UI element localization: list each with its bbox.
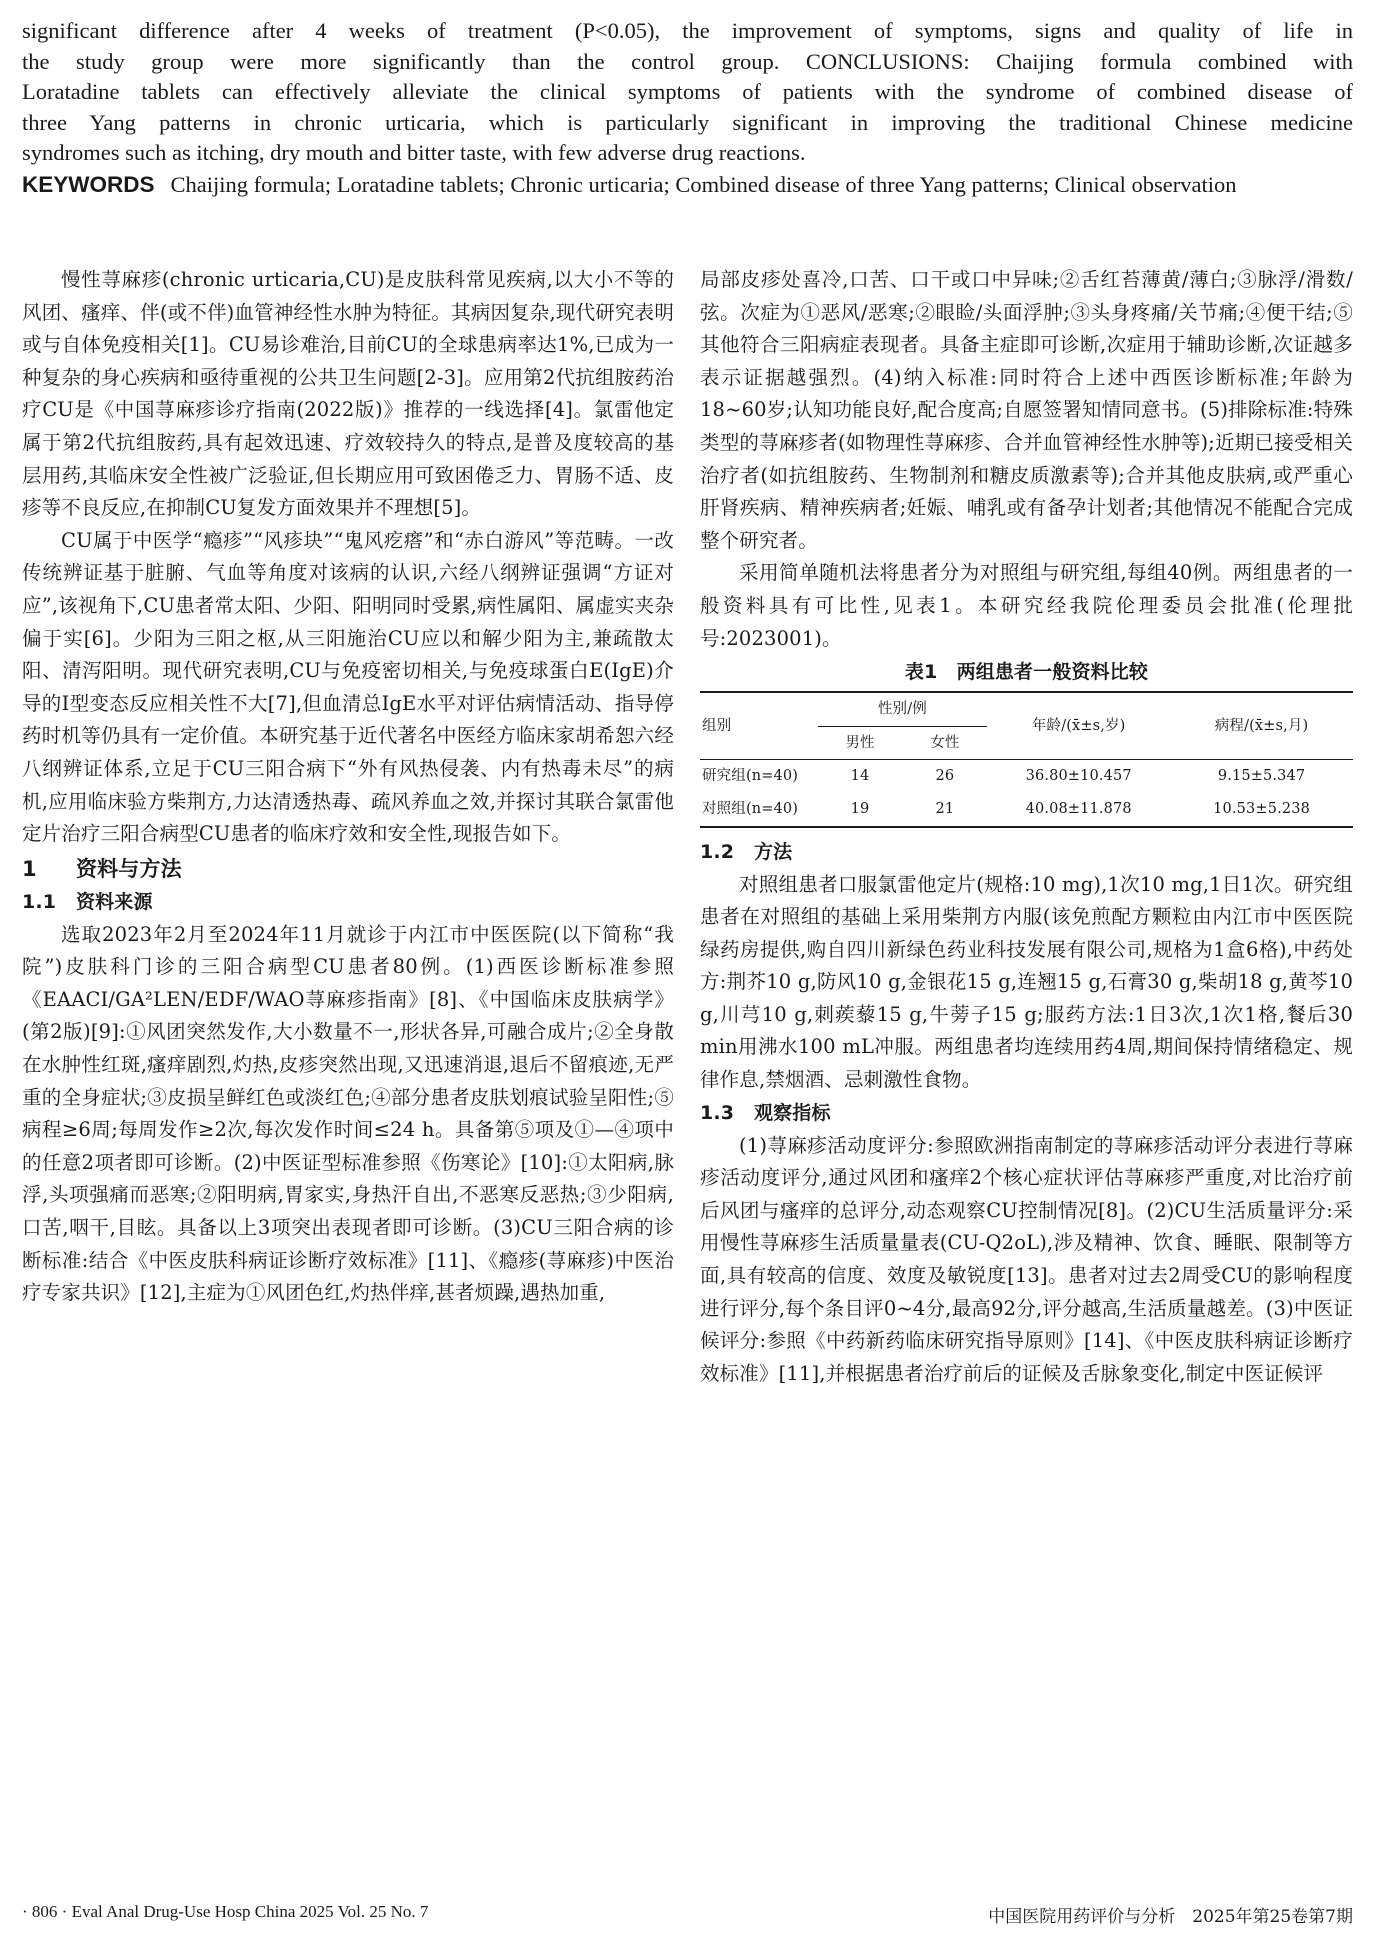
section-1-heading [22,853,674,886]
right-column [700,264,1353,1390]
section-1-1-title: 资料来源 [76,890,153,913]
row-female: 21 [902,793,987,827]
header-group: 组别 [700,692,818,760]
section-1-3-title: 观察指标 [754,1101,831,1124]
table-header-row [700,692,1353,726]
section-1-2-heading [700,836,1353,869]
header-course: 病程/(x̄±s,月) [1170,692,1353,760]
abstract-line: syndromes such as itching, dry mouth and bitter taste, with few adverse drug reactions. [22,140,806,165]
header-male: 男性 [818,726,903,760]
section-1-2-number: 1.2 [700,840,735,863]
header-age: 年龄/(x̄±s,岁) [987,692,1170,760]
criteria-continued-paragraph: 局部皮疹处喜冷,口苦、口干或口中异味;②舌红苔薄黄/薄白;③脉浮/滑数/弦。次症为①恶风/恶寒;②眼睑/头面浮肿;③头身疼痛/关节痛;④便干结;⑤其他符合三阳病症表现者。具备主症即可诊断,次症用于辅助诊断,次证越多表示证据越强烈。(4)纳入标准:同时符合上述中西医诊断标准;年龄为18~60岁;认知功能良好,配合度高;自愿签署知情同意书。(5)排除标准:特殊类型的荨麻疹者(如物理性荨麻疹、合并血管神经性水肿等);近期已接受相关治疗者(如抗组胺药、生物制剂和糖皮质激素等);合并其他皮肤病,或严重心肝肾疾病、精神疾病者;妊娠、哺乳或有备孕计划者;其他情况不能配合完成整个研究者。 [700,268,1353,552]
table-caption: 表1 两组患者一般资料比较 [904,661,1149,684]
footer-right: 中国医院用药评价与分析 2025年第25卷第7期 [988,1907,1353,1927]
footer-left: · 806 · Eval Anal Drug-Use Hosp China 2025 Vol. 25 No. 7 [22,1902,429,1921]
abstract-line: the study group were more significantly than the control group. CONCLUSIONS: Chaijing formula combined with [22,48,1353,74]
intro-paragraph-2: CU属于中医学“瘾疹”“风疹块”“鬼风疙瘩”和“赤白游风”等范畴。一改传统辨证基于脏腑、气血等角度对该病的认识,六经八纲辨证强调“方证对应”,该视角下,CU患者常太阳、少阳、阳明同时受累,病性属阳、属虚实夹杂偏于实[6]。少阳为三阳之枢,从三阳施治CU应以和解少阳为主,兼疏散太阳、清泻阳明。现代研究表明,CU与免疫密切相关,与免疫球蛋白E(IgE)介导的Ⅰ型变态反应相关性不大[7],但血清总IgE水平对评估病情活动、指导停药时机等仍具有一定价值。本研究基于近代著名中医经方临床家胡希恕六经八纲辨证体系,立足于CU三阳合病下“外有风热侵袭、内有热毒未尽”的病机,应用临床验方柴荆方,力达清透热毒、疏风养血之效,并探讨其联合氯雷他定片治疗三阳合病型CU患者的临床疗效和安全性,现报告如下。 [22,528,674,846]
header-sex: 性别/例 [818,692,988,726]
row-male: 19 [818,793,903,827]
table-1 [700,657,1353,827]
left-column [22,264,674,1310]
header-female: 女性 [902,726,987,760]
section-1-3-number: 1.3 [700,1101,735,1124]
table-row [700,793,1353,827]
row-course: 9.15±5.347 [1217,768,1306,785]
section-1-3-heading [700,1097,1353,1130]
observation-paragraph: (1)荨麻疹活动度评分:参照欧洲指南制定的荨麻疹活动评分表进行荨麻疹活动度评分,通过风团和瘙痒2个核心症状评估荨麻疹严重度,对比治疗前后风团与瘙痒的总评分,动态观察CU控制情况[8]。(2)CU生活质量评分:采用慢性荨麻疹生活质量量表(CU-Q2oL),涉及精神、饮食、睡眠、限制等方面,具有较高的信度、效度及敏锐度[13]。患者对过去2周受CU的影响程度进行评分,每个条目评0~4分,最高92分,评分越高,生活质量越差。(3)中医证候评分:参照《中药新药临床研究指导原则》[14]、《中医皮肤科病证诊断疗效标准》[11],并根据患者治疗前后的证候及舌脉象变化,制定中医证候评 [700,1133,1353,1385]
abstract-line: three Yang patterns in chronic urticaria, which is particularly significant in improving the traditional Chinese medicine [22,109,1353,135]
general-data-table [700,691,1353,827]
row-group: 研究组(n=40) [702,768,799,785]
randomization-paragraph: 采用简单随机法将患者分为对照组与研究组,每组40例。两组患者的一般资料具有可比性,见表1。本研究经我院伦理委员会批准(伦理批号:2023001)。 [700,561,1353,650]
section-1-title: 资料与方法 [76,856,182,881]
abstract-line: significant difference after 4 weeks of treatment (P<0.05), the improvement of symptoms, signs and quality of life in [22,18,1353,43]
intro-paragraph-1: 慢性荨麻疹(chronic urticaria,CU)是皮肤科常见疾病,以大小不等的风团、瘙痒、伴(或不伴)血管神经性水肿为特征。其病因复杂,现代研究表明或与自体免疫相关[1]。CU易诊难治,目前CU的全球患病率达1%,已成为一种复杂的身心疾病和亟待重视的公共卫生问题[2-3]。应用第2代抗组胺药治疗CU是《中国荨麻疹诊疗指南(2022版)》推荐的一线选择[4]。氯雷他定属于第2代抗组胺药,具有起效迅速、疗效较持久的特点,是普及度较高的基层用药,其临床安全性被广泛验证,但长期应用可致困倦乏力、胃肠不适、皮疹等不良反应,在抑制CU复发方面效果并不理想[5]。 [22,268,674,520]
section-1-1-number: 1.1 [22,890,57,913]
keywords-label: KEYWORDS [22,171,155,197]
row-course: 10.53±5.238 [1170,793,1353,827]
section-1-1-heading [22,886,674,919]
method-paragraph: 对照组患者口服氯雷他定片(规格:10 mg),1次10 mg,1日1次。研究组患者在对照组的基础上采用柴荆方内服(该免煎配方颗粒由内江市中医医院绿药房提供,购自四川新绿色药业科技发展有限公司,规格为1盒6格),中药处方:荆芥10 g,防风10 g,金银花15 g,连翘15 g,石膏30 g,柴胡18 g,黄芩10 g,川芎10 g,刺蒺藜15 g,牛蒡子15 g;服药方法:1日3次,1次1格,餐后30 min用沸水100 mL冲服。两组患者均连续用药4周,期间保持情绪稳定、规律作息,禁烟酒、忌刺激性食物。 [700,872,1353,1092]
section-1-number: 1 [22,856,37,881]
source-paragraph: 选取2023年2月至2024年11月就诊于内江市中医医院(以下简称“我院”)皮肤科门诊的三阳合病型CU患者80例。(1)西医诊断标准参照《EAACI/GA²LEN/EDF/WAO荨麻疹指南》[8]、《中国临床皮肤病学》(第2版)[9]:①风团突然发作,大小数量不一,形状各异,可融合成片;②全身散在水肿性红斑,瘙痒剧烈,灼热,皮疹突然出现,又迅速消退,退后不留痕迹,无严重的全身症状;③皮损呈鲜红色或淡红色;④部分患者皮肤划痕试验呈阳性;⑤病程≥6周;每周发作≥2次,每次发作时间≤24 h。具备第⑤项及①—④项中的任意2项者即可诊断。(2)中医证型标准参照《伤寒论》[10]:①太阳病,脉浮,头项强痛而恶寒;②阳明病,胃家实,身热汗自出,不恶寒反恶热;③少阳病,口苦,咽干,目眩。具备以上3项突出表现者即可诊断。(3)CU三阳合病的诊断标准:结合《中医皮肤科病证诊断疗效标准》[11]、《瘾疹(荨麻疹)中医治疗专家共识》[12],主症为①风团色红,灼热伴痒,甚者烦躁,遇热加重, [22,922,674,1305]
row-male: 14 [850,768,870,785]
row-age: 36.80±10.457 [1025,768,1132,785]
row-age: 40.08±11.878 [987,793,1170,827]
section-1-2-title: 方法 [754,840,793,863]
keywords [22,170,1353,201]
row-group: 对照组(n=40) [700,793,818,827]
abstract-block [22,16,1353,200]
row-female: 26 [935,768,955,785]
abstract-line: Loratadine tablets can effectively alleviate the clinical symptoms of patients with the syndrome of combined disease of [22,79,1353,104]
table-row [700,760,1353,793]
keywords-text: Chaijing formula; Loratadine tablets; Chronic urticaria; Combined disease of three Yang patterns; Clinical observation [170,171,1237,197]
